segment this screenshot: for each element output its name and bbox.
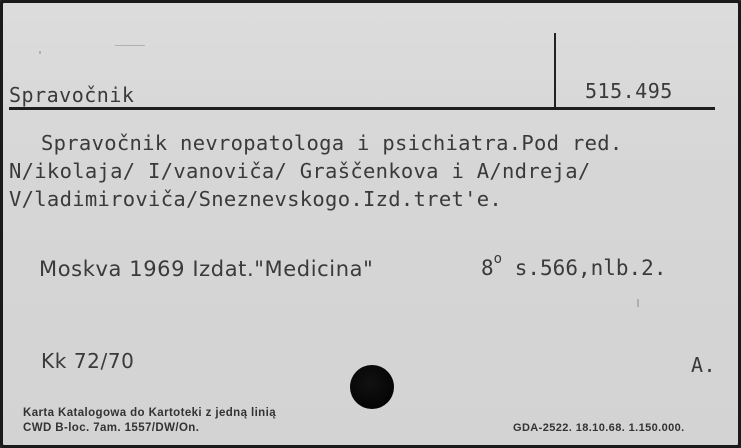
- description-line-2: N/ikolaja/ I/vanoviča/ Graščenkova i A/ndreja/: [9, 159, 591, 183]
- paper-speck: [637, 299, 639, 307]
- printer-line-1: Karta Katalogowa do Kartoteki z jedną linią: [23, 407, 276, 419]
- punch-hole: [350, 365, 394, 409]
- printer-line-2: CWD B-loc. 7am. 1557/DW/On.: [23, 422, 200, 434]
- description-line-1: Spravočnik nevropatologa i psichiatra.Pod red.: [41, 131, 623, 155]
- shelf-mark: Kk 72/70: [41, 349, 135, 373]
- header-rule: [9, 107, 715, 110]
- card-heading: Spravočnik: [9, 83, 135, 107]
- call-number: 515.495: [585, 79, 673, 103]
- imprint: Moskva 1969 Izdat."Medicina": [39, 257, 374, 281]
- format-size: 8: [481, 256, 494, 280]
- vertical-divider: [554, 33, 556, 107]
- printer-code: GDA-2522. 18.10.68. 1.150.000.: [513, 422, 685, 434]
- paper-speck: [115, 45, 145, 46]
- format-degree: o: [493, 251, 503, 267]
- format-and-pagination: [481, 251, 667, 280]
- description-line-3: V/ladimiroviča/Sneznevskogo.Izd.tret'e.: [9, 187, 503, 211]
- paper-speck: [39, 51, 41, 54]
- pagination: s.566,nlb.2.: [514, 256, 667, 280]
- cataloguer-initial: A.: [691, 353, 717, 377]
